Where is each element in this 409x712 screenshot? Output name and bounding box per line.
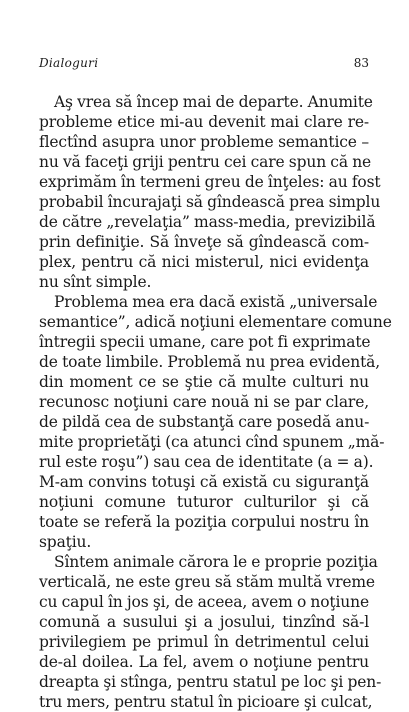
text-line: de pildă cea de substanţă care posedă anu- bbox=[39, 413, 370, 431]
text-line: toate se referă la poziţia corpului nostru în bbox=[39, 513, 369, 531]
text-line: tru mers, pentru statul în picioare şi culcat, bbox=[39, 693, 373, 711]
text-line: din moment ce se ştie că multe culturi nu bbox=[39, 373, 369, 391]
text-line: plex, pentru că nici misterul, nici evidenţa bbox=[39, 253, 369, 271]
text-line: rul este roşu”) sau cea de identitate (a = a). bbox=[39, 453, 374, 471]
text-line: întregii specii umane, care pot fi exprimate bbox=[39, 333, 371, 351]
text-line: exprimăm în termeni greu de înţeles: au fost bbox=[39, 173, 381, 191]
text-line: probleme etice mi-au devenit mai clare re- bbox=[39, 113, 369, 131]
text-line: de-al doilea. La fel, avem o noţiune pentru bbox=[39, 653, 369, 671]
text-line: semantice”, adică noţiuni elementare comune bbox=[39, 313, 392, 331]
page-number: 83 bbox=[353, 56, 369, 70]
running-header bbox=[39, 56, 369, 74]
text-line: noţiuni comune tuturor culturilor şi că bbox=[39, 493, 369, 511]
text-line: de către „revelaţia” mass-media, previzibilă bbox=[39, 213, 376, 231]
text-line: nu sînt simple. bbox=[39, 273, 152, 291]
text-line: probabil încurajaţi să gîndească prea simplu bbox=[39, 193, 381, 211]
text-line: recunosc noţiuni care nouă ni se par clare, bbox=[39, 393, 369, 411]
text-line: privilegiem pe primul în detrimentul celui bbox=[39, 633, 369, 651]
text-line: mite proprietăţi (ca atunci cînd spunem „mă- bbox=[39, 433, 385, 451]
text-line: de toate limbile. Problemă nu prea evidentă, bbox=[39, 353, 381, 371]
body-text bbox=[39, 92, 392, 712]
text-line: dreapta şi stînga, pentru statul pe loc şi pen- bbox=[39, 673, 382, 691]
text-line: comună a susului şi a josului, tinzînd să-l bbox=[39, 613, 369, 631]
running-title: Dialoguri bbox=[39, 56, 99, 70]
text-line: cu capul în jos şi, de aceea, avem o noţiune bbox=[39, 593, 369, 611]
text-line: M-am convins totuşi că există cu siguranţă bbox=[39, 473, 369, 491]
text-line: prin definiţie. Să înveţe să gîndească com- bbox=[39, 233, 369, 251]
text-line: Problema mea era dacă există „universale bbox=[54, 293, 378, 311]
text-line: verticală, ne este greu să stăm multă vreme bbox=[39, 573, 375, 591]
text-line: flectînd asupra unor probleme semantice – bbox=[39, 133, 369, 151]
text-line: nu vă faceţi griji pentru cei care spun că ne bbox=[39, 153, 372, 171]
text-line: spaţiu. bbox=[39, 533, 92, 551]
text-line: Sîntem animale cărora le e proprie poziţia bbox=[54, 553, 378, 571]
text-line: Aş vrea să încep mai de departe. Anumite bbox=[54, 93, 373, 111]
